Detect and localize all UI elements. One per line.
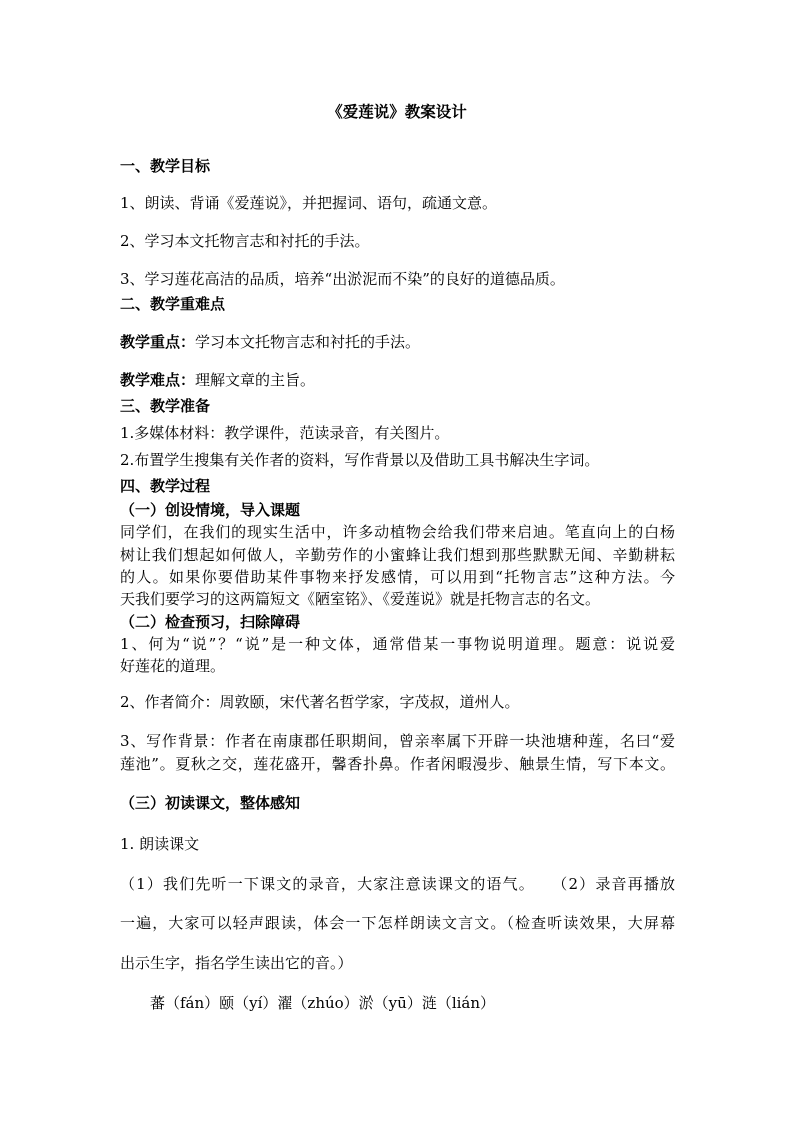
intro-paragraph-line: 天我们要学习的这两篇短文《陋室铭》、《爱莲说》就是托物言志的名文。 (120, 590, 601, 608)
reading-paragraph-line: 出示生字，指名学生读出它的音。） (120, 954, 353, 972)
section-heading-process: 四、教学过程 (120, 477, 211, 495)
difficulty-label: 教学难点： (120, 371, 196, 389)
intro-paragraph-line: 树让我们想起如何做人，辛勤劳作的小蜜蜂让我们想到那些默默无闻、辛勤耕耘 (120, 546, 675, 564)
goal-item: 1、朗读、背诵《爱莲说》，并把握词、语句，疏通文意。 (120, 194, 498, 212)
goal-item: 2、学习本文托物言志和衬托的手法。 (120, 232, 370, 250)
preview-item-line: 好莲花的道理。 (120, 657, 226, 675)
intro-paragraph-line: 同学们，在我们的现实生活中，许多动植物会给我们带来启迪。笔直向上的白杨 (120, 523, 675, 541)
section-heading-preparation: 三、教学准备 (120, 397, 211, 415)
reading-paragraph-line: 一遍，大家可以轻声跟读，体会一下怎样朗读文言文。（检查听读效果，大屏幕 (120, 914, 675, 932)
key-point-label: 教学重点： (120, 333, 196, 351)
preview-item-line: 1、何为“说”？“说”是一种文体，通常借某一事物说明道理。题意：说说爱 (120, 635, 675, 653)
key-point-line (120, 332, 420, 352)
preview-item-line: 莲池”。夏秋之交，莲花盛开，馨香扑鼻。作者闲暇漫步、触景生情，写下本文。 (120, 755, 675, 773)
preview-item-line: 3、写作背景：作者在南康郡任职期间，曾亲率属下开辟一块池塘种莲，名曰“爱 (120, 732, 675, 750)
preview-item: 2、作者简介：周敦颐，宋代著名哲学家，字茂叔，道州人。 (120, 693, 520, 711)
subsection-heading: （一）创设情境，导入课题 (120, 501, 301, 519)
intro-paragraph-line: 的人。如果你要借助某件事物来抒发感情，可以用到“托物言志”这种方法。今 (120, 568, 675, 586)
key-point-text: 学习本文托物言志和衬托的手法。 (195, 333, 421, 351)
section-heading-key-points: 二、教学重难点 (120, 295, 226, 313)
difficulty-line (120, 370, 315, 390)
reading-item: 1. 朗读课文 (120, 835, 200, 853)
preparation-item: 1.多媒体材料：教学课件，范读录音，有关图片。 (120, 424, 450, 442)
goal-item: 3、学习莲花高洁的品质，培养“出淤泥而不染”的良好的道德品质。 (120, 270, 565, 288)
section-heading-goals: 一、教学目标 (120, 157, 211, 175)
pinyin-list: 蕃（fán）颐（yí）濯（zhúo）淤（yū）涟（lián） (150, 994, 496, 1012)
subsection-heading: （三）初读课文，整体感知 (120, 794, 301, 812)
preparation-item: 2.布置学生搜集有关作者的资料，写作背景以及借助工具书解决生字词。 (120, 451, 600, 469)
reading-paragraph-line: （1）我们先听一下课文的录音，大家注意读课文的语气。 （2）录音再播放 (120, 875, 675, 893)
page-title: 《爱莲说》教案设计 (327, 102, 467, 121)
subsection-heading: （二）检查预习，扫除障碍 (120, 613, 301, 631)
difficulty-text: 理解文章的主旨。 (195, 371, 316, 389)
